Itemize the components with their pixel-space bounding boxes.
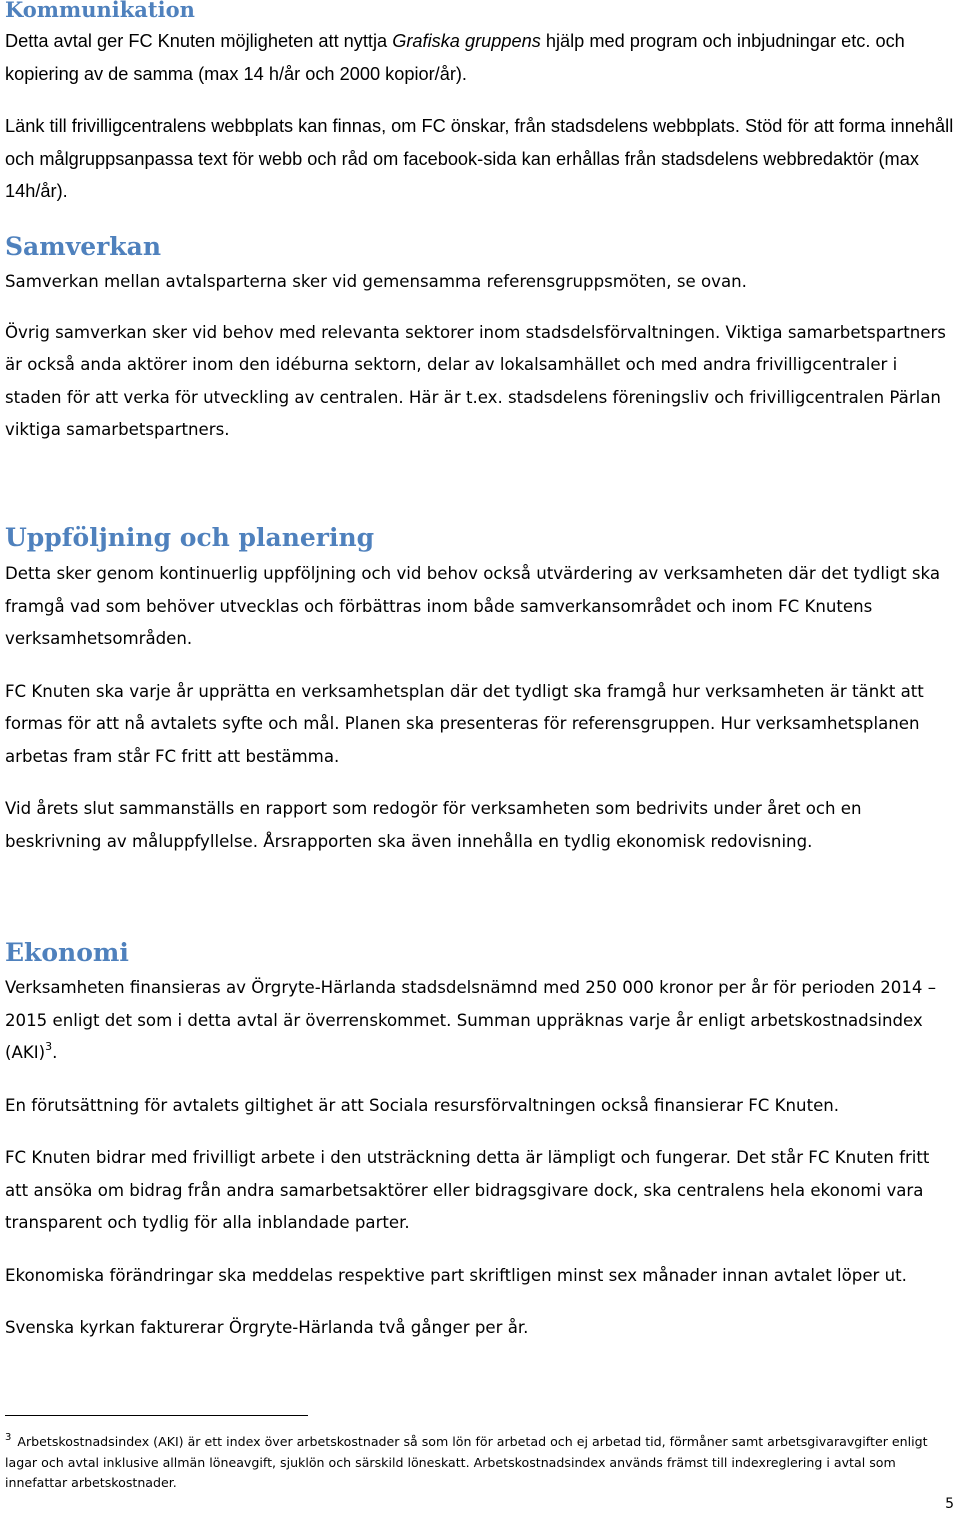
paragraph: FC Knuten ska varje år upprätta en verksamhetsplan där det tydligt ska framgå hur verksamheten är tänkt att formas för att nå avtalets syfte och mål. Planen ska presenteras för referensgruppen. Hur verksamhetsplanen arbetas fram står FC fritt att bestämma. [5,681,924,766]
paragraph: Länk till frivilligcentralens webbplats kan finnas, om FC önskar, från stadsdelens webbplats. Stöd för att forma innehåll och målgruppsanpassa text för webb och råd om facebook-sida kan erhållas från stadsdelens webbredaktör (max 14h/år). [5,116,954,201]
paragraph [5,25,955,90]
section-ekonomi [5,938,955,1345]
text-run: hjälp med program och inbjudningar etc. och kopiering av de samma (max 14 h/år och 2000 kopior/år). [5,31,905,84]
text-run: Detta avtal ger FC Knuten möjligheten att nyttja [5,31,393,51]
paragraph: Samverkan mellan avtalsparterna sker vid gemensamma referensgruppsmöten, se ovan. [5,272,747,291]
footnote-separator [5,1415,308,1416]
paragraph: Ekonomiska förändringar ska meddelas respektive part skriftligen minst sex månader innan avtalet löper ut. [5,1265,907,1285]
emphasis-text: Grafiska gruppens [392,31,541,51]
text-run: . [52,1043,58,1062]
footnote-reference[interactable]: 3 [45,1040,53,1053]
section-kommunikation [5,0,955,208]
section-heading: Uppföljning och planering [5,523,375,552]
section-heading: Ekonomi [5,938,129,967]
footnote-mark: 3 [5,1432,12,1443]
footnote-text: Arbetskostnadsindex (AKI) är ett index över arbetskostnader så som lön för arbetad och ej arbetad tid, förmåner samt arbetsgivaravgifter enligt lagar och avtal inklusive allmän löneavgift, sjuklön och särskild löneskatt. Arbetskostnadsindex används främst till indexreglering i avtal som innefattar arbetskostnader. [5,1434,928,1490]
paragraph: Vid årets slut sammanställs en rapport som redogör för verksamheten som bedrivits under året och en beskrivning av måluppfyllelse. Årsrapporten ska även innehålla en tydlig ekonomisk redovisning. [5,799,862,851]
paragraph: FC Knuten bidrar med frivilligt arbete i den utsträckning detta är lämpligt och fungerar. Det står FC Knuten fritt att ansöka om bidrag från andra samarbetsaktörer eller bidragsgivare dock, ska centralens hela ekonomi vara transparent och tydlig för alla inblandade parter. [5,1148,930,1232]
paragraph [5,972,955,1070]
section-uppfoljning [5,523,955,858]
paragraph: Övrig samverkan sker vid behov med relevanta sektorer inom stadsdelsförvaltningen. Viktiga samarbetspartners är också anda aktörer inom den idéburna sektorn, delar av lokalsamhället och med andra frivilligcentraler i staden för att verka för utveckling av centralen. Här är t.ex. stadsdelens föreningsliv och frivilligcentralen Pärlan viktiga samarbetspartners. [5,322,946,439]
paragraph: Svenska kyrkan fakturerar Örgryte-Härlanda två gånger per år. [5,1318,529,1337]
paragraph: Detta sker genom kontinuerlig uppföljning och vid behov också utvärdering av verksamheten där det tydligt ska framgå vad som behöver utvecklas och förbättras inom både samverkansområdet och inom FC Knutens verksamhetsområden. [5,564,941,648]
page-number: 5 [945,1496,954,1512]
section-heading: Samverkan [5,232,162,261]
paragraph: En förutsättning för avtalets giltighet är att Sociala resursförvaltningen också finansierar FC Knuten. [5,1095,840,1115]
footnote [5,1428,955,1494]
section-heading: Kommunikation [5,0,195,22]
section-samverkan [5,232,955,447]
text-run: Verksamheten finansieras av Örgryte-Härlanda stadsdelsnämnd med 250 000 kronor per år för perioden 2014 – 2015 enligt det som i detta avtal är överrenskommet. Summan uppräknas varje år enligt arbetskostnadsindex (AKI) [5,978,937,1062]
